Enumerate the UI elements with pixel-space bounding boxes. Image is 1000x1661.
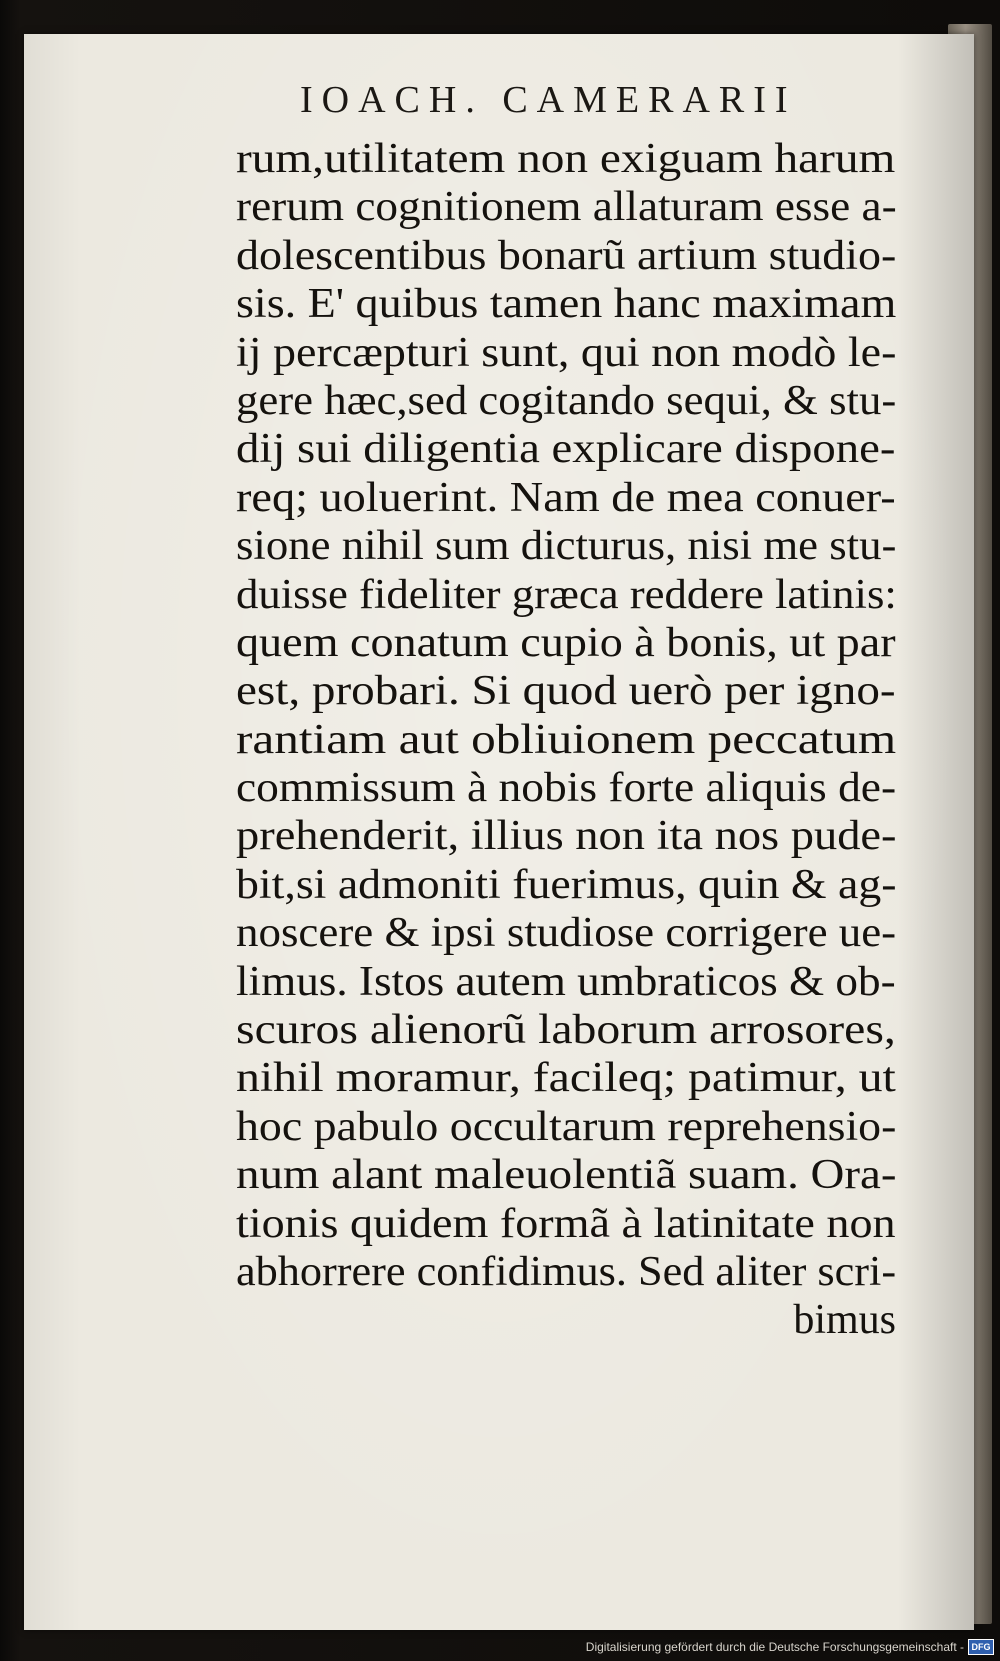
text-line: rerum cognitionem allaturam esse a- [236,184,897,231]
text-line: bit,si admoniti fuerimus, quin & ag- [236,861,897,908]
text-line: rantiam aut obliuionem peccatum [236,716,897,763]
text-line: rum,utilitatem non exiguam harum [236,136,896,182]
text-line: gere hæc,sed cogitando sequi, & stu- [236,377,897,424]
dfg-logo-icon: DFG [968,1639,994,1655]
text-line: abhorrere confidimus. Sed aliter scri- [236,1248,897,1295]
credit-text: Digitalisierung gefördert durch die Deutsche Forschungsgemeinschaft - [585,1640,964,1654]
text-line: dij sui diligentia explicare dispone- [236,426,896,473]
text-line: nihil moramur, facileq; patimur, ut [236,1055,896,1102]
text-line: tionis quidem formã à latinitate non [236,1200,896,1247]
text-line: prehenderit, illius non ita nos pude- [236,813,897,860]
text-line: hoc pabulo occultarum reprehensio- [236,1103,897,1150]
text-line: sione nihil sum dicturus, nisi me stu- [236,523,897,570]
text-line: commissum à nobis forte aliquis de- [236,765,897,812]
text-line: est, probari. Si quod uerò per igno- [236,668,896,715]
running-head: IOACH. CAMERARII [300,79,797,121]
catchword: bimus [793,1297,896,1344]
text-line: duisse fideliter græca reddere latinis: [236,571,897,618]
text-line: req; uoluerint. Nam de mea conuer- [236,474,896,521]
text-line: limus. Istos autem umbraticos & ob- [236,958,896,1005]
body-text [236,135,896,1345]
text-line: noscere & ipsi studiose corrigere ue- [236,910,897,957]
digitization-credit [586,1637,994,1657]
text-line: sis. E' quibus tamen hanc maximam [236,281,897,328]
text-line: ij percæpturi sunt, qui non modò le- [236,329,897,376]
text-line: dolescentibus bonarũ artium studio- [236,232,897,279]
text-line: scuros alienorũ laborum arrosores, [236,1007,896,1054]
text-line: num alant maleuolentiã suam. Ora- [236,1152,897,1199]
text-line: quem conatum cupio à bonis, ut par [236,619,896,666]
